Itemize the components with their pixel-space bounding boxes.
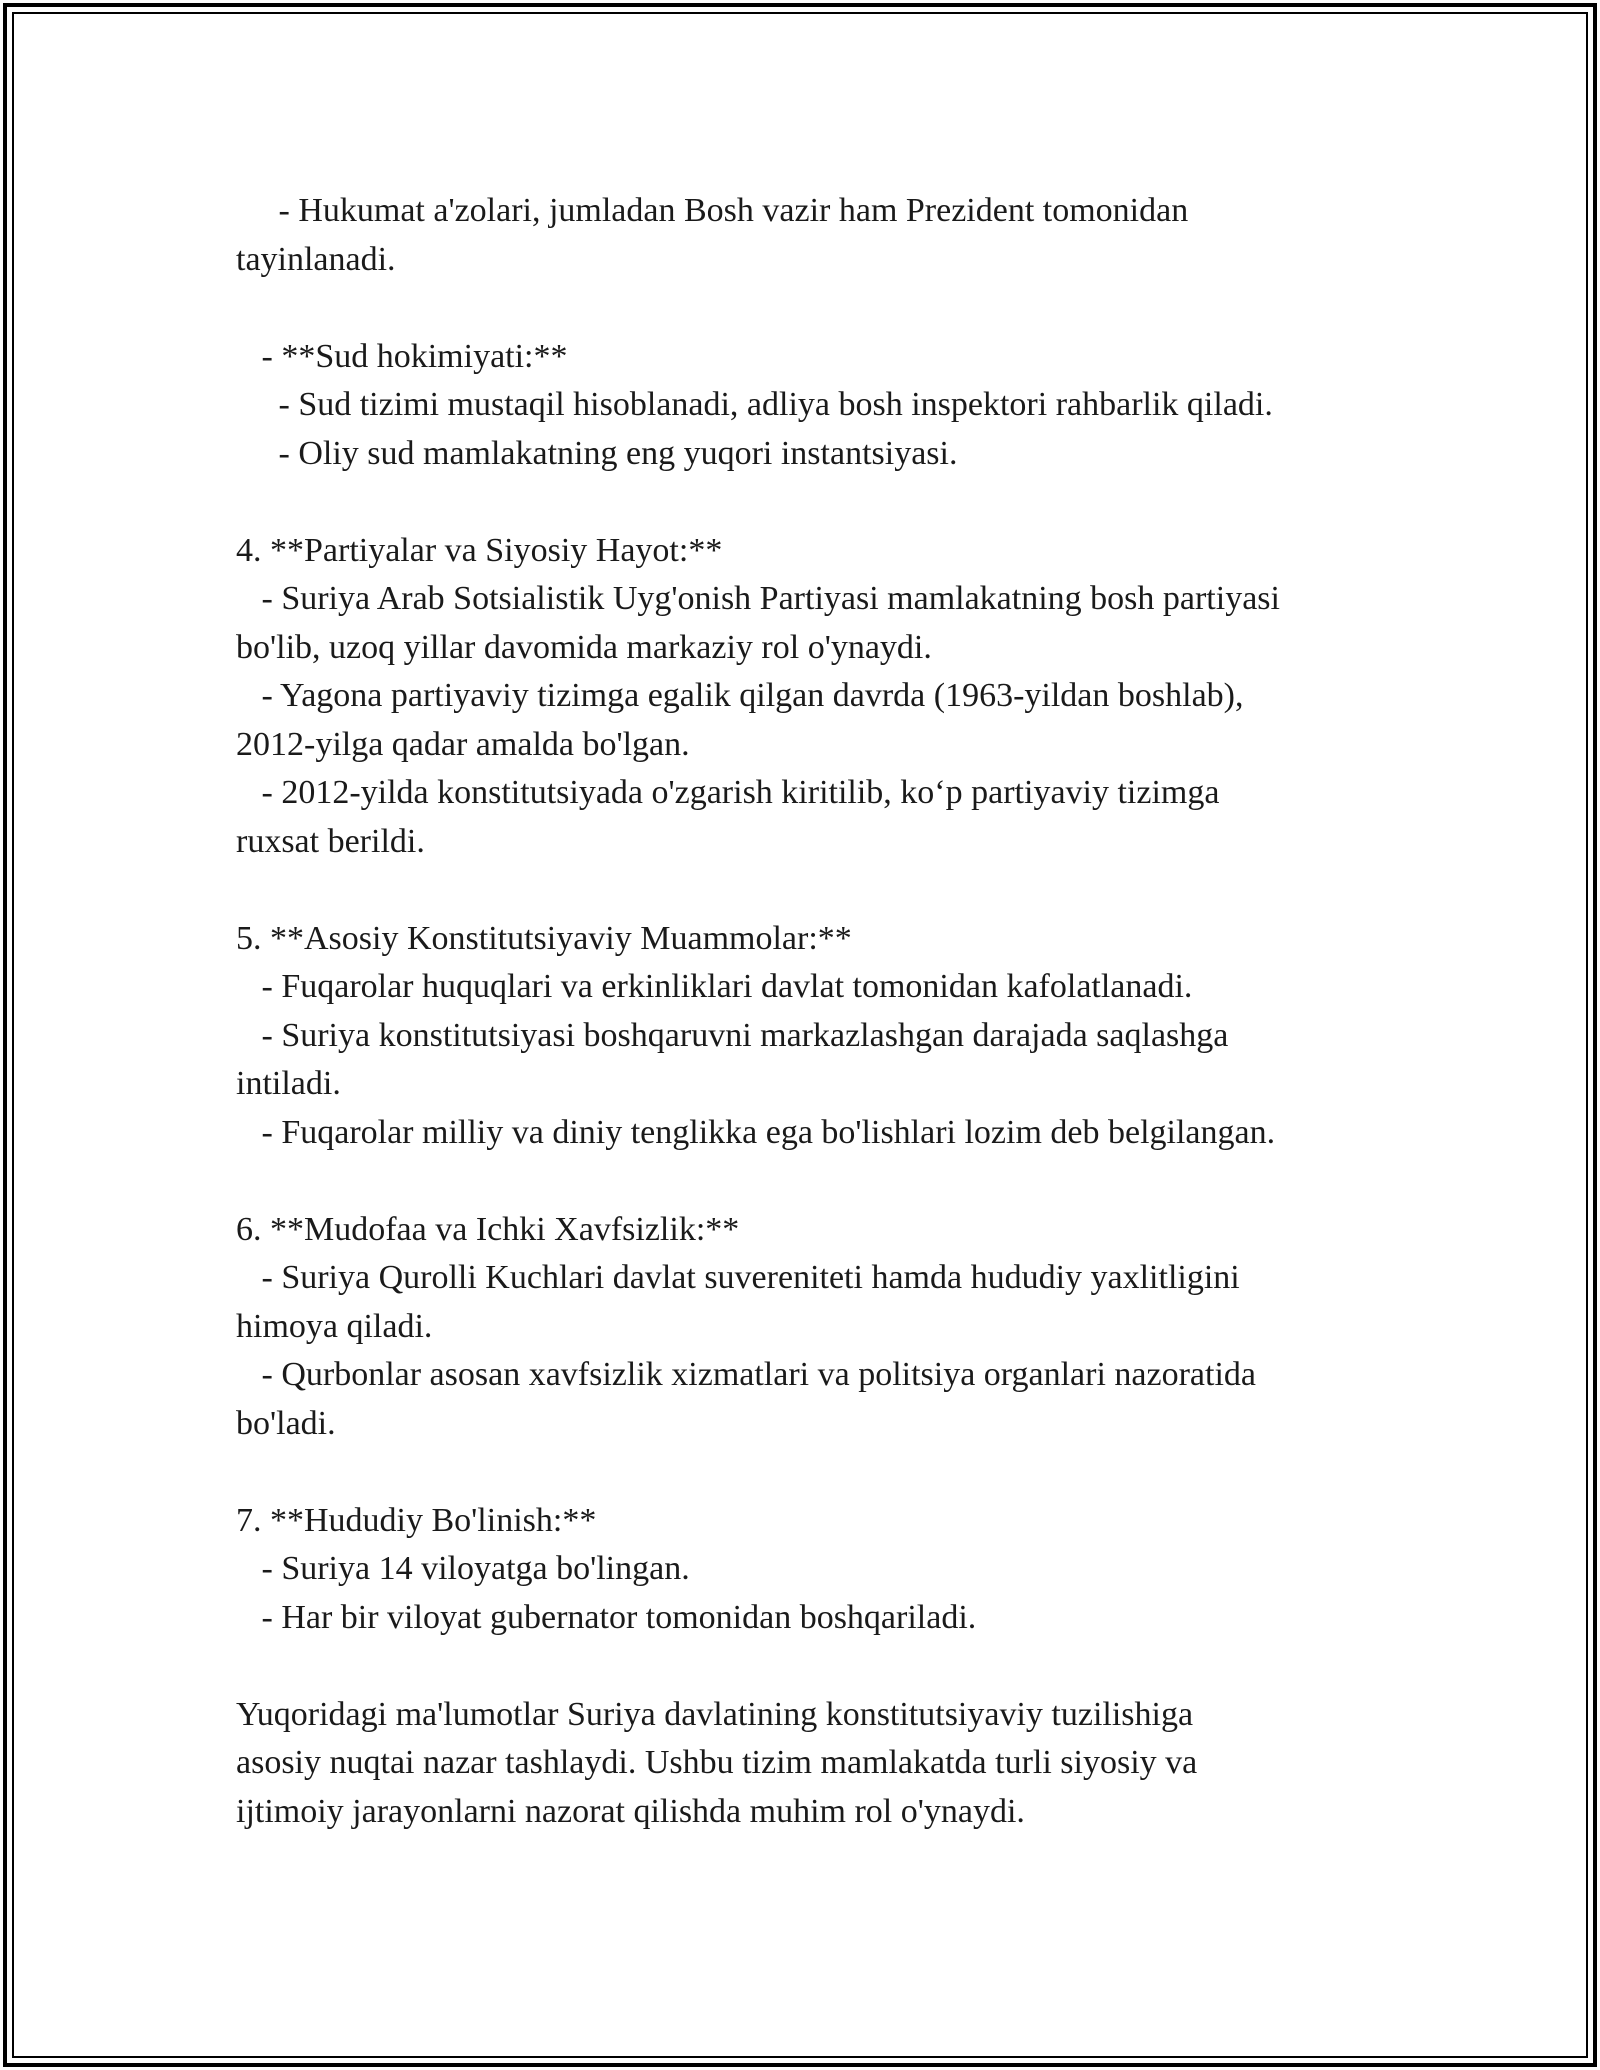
blank-line: [236, 866, 1396, 915]
text-line: intiladi.: [236, 1065, 341, 1102]
text-line: bo'lib, uzoq yillar davomida markaziy rol o'ynaydi.: [236, 628, 932, 666]
text-line: - Qurbonlar asosan xavfsizlik xizmatlari va politsiya organlari nazoratida: [236, 1356, 1256, 1393]
text-line: ruxsat berildi.: [236, 822, 425, 860]
text-line: - Yagona partiyaviy tizimga egalik qilgan davrda (1963-yildan boshlab),: [236, 677, 1244, 714]
text-line: - Har bir viloyat gubernator tomonidan boshqariladi.: [236, 1598, 977, 1636]
text-line: - Suriya Arab Sotsialistik Uyg'onish Partiyasi mamlakatning bosh partiyasi: [236, 580, 1280, 617]
text-line: Yuqoridagi ma'lumotlar Suriya davlatining konstitutsiyaviy tuzilishiga: [236, 1695, 1194, 1733]
blank-line: [236, 284, 1396, 333]
text-line: - 2012-yilda konstitutsiyada o'zgarish kiritilib, ko‘p partiyaviy tizimga: [236, 774, 1220, 811]
text-line: 5. **Asosiy Konstitutsiyaviy Muammolar:**: [236, 919, 852, 957]
text-line: ijtimoiy jarayonlarni nazorat qilishda muhim rol o'ynaydi.: [236, 1792, 1025, 1830]
text-line: - Hukumat a'zolari, jumladan Bosh vazir ham Prezident tomonidan: [236, 192, 1189, 229]
blank-line: [236, 1642, 1396, 1691]
text-line: himoya qiladi.: [236, 1307, 433, 1345]
blank-line: [236, 1448, 1396, 1497]
text-line: 2012-yilga qadar amalda bo'lgan.: [236, 725, 690, 763]
text-line: 4. **Partiyalar va Siyosiy Hayot:**: [236, 531, 723, 569]
text-line: bo'ladi.: [236, 1404, 336, 1442]
text-line: - Fuqarolar huquqlari va erkinliklari davlat tomonidan kafolatlanadi.: [236, 968, 1193, 1005]
text-line: - **Sud hokimiyati:**: [236, 337, 568, 375]
text-line: - Suriya Qurolli Kuchlari davlat suvereniteti hamda hududiy yaxlitligini: [236, 1259, 1240, 1296]
document-body: [236, 187, 1396, 1836]
text-line: - Fuqarolar milliy va diniy tenglikka ega bo'lishlari lozim deb belgilangan.: [236, 1113, 1276, 1151]
text-line: 7. **Hududiy Bo'linish:**: [236, 1501, 597, 1539]
text-line: - Suriya konstitutsiyasi boshqaruvni markazlashgan darajada saqlashga: [236, 1016, 1229, 1054]
text-line: asosiy nuqtai nazar tashlaydi. Ushbu tizim mamlakatda turli siyosiy va: [236, 1744, 1198, 1781]
blank-line: [236, 1157, 1396, 1206]
blank-line: [236, 478, 1396, 527]
text-line: - Suriya 14 viloyatga bo'lingan.: [236, 1550, 690, 1587]
text-line: tayinlanadi.: [236, 240, 396, 278]
text-line: - Sud tizimi mustaqil hisoblanadi, adliya bosh inspektori rahbarlik qiladi.: [236, 386, 1273, 423]
text-line: 6. **Mudofaa va Ichki Xavfsizlik:**: [236, 1210, 740, 1248]
text-line: - Oliy sud mamlakatning eng yuqori instantsiyasi.: [236, 434, 958, 472]
